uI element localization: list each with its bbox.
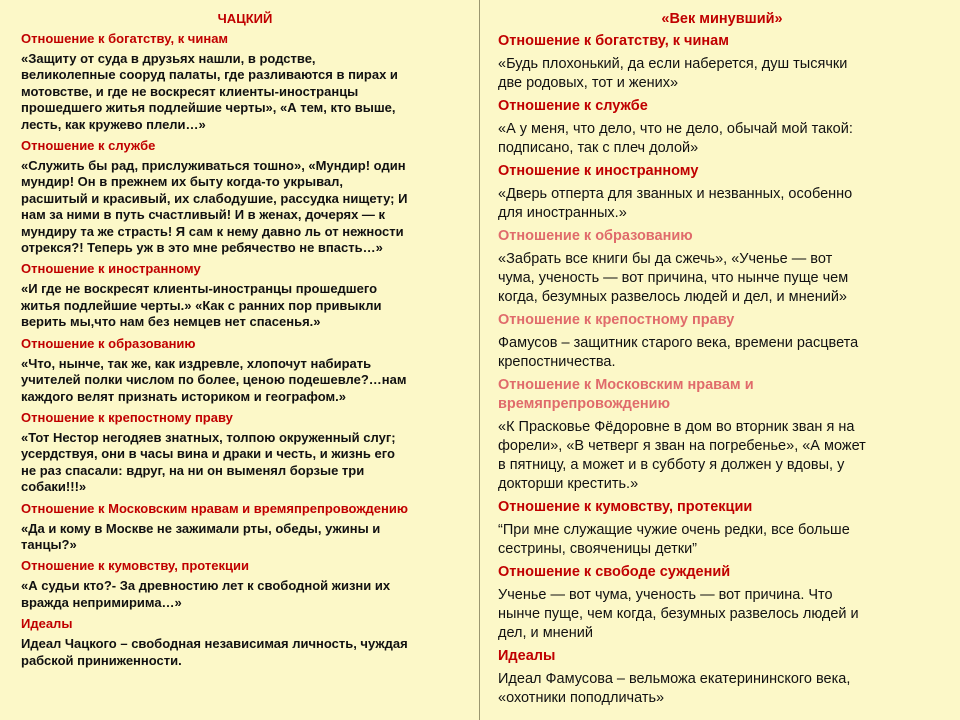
section-heading: Отношение к образованию xyxy=(498,228,693,244)
section-heading: Отношение к богатству, к чинам xyxy=(498,33,729,49)
section-text: Ученье — вот чума, ученость — вот причина. Что нынче пуще, чем когда, безумных развелось людей и дел, и мнений xyxy=(498,587,859,641)
section-text: «Будь плохонький, да если наберется, душ тысячки две родовых, тот и жених» xyxy=(498,56,848,91)
section-heading: Отношение к богатству, к чинам xyxy=(21,31,229,46)
chatsky-sections xyxy=(21,31,469,669)
column-title-chatsky: ЧАЦКИЙ xyxy=(217,11,273,26)
section-text: “При мне служащие чужие очень редки, все больше сестрины, свояченицы детки” xyxy=(498,522,850,557)
past-century-sections xyxy=(498,32,946,708)
section-heading: Отношение к крепостному праву xyxy=(21,409,233,425)
section-heading: Отношение к кумовству, протекции xyxy=(21,558,249,574)
past-century-column xyxy=(481,0,960,720)
section-heading: Идеалы xyxy=(498,648,556,664)
section-text: «А судьи кто?- За древностию лет к свободной жизни их вражда непримирима…» xyxy=(21,578,391,610)
section-heading: Отношение к Московским нравам и времяпрепровождению xyxy=(498,377,754,412)
section-text: «Да и кому в Москве не зажимали рты, обеды, ужины и танцы?» xyxy=(21,520,381,552)
section-heading: Идеалы xyxy=(21,616,73,632)
section-text: «И где не воскресят клиенты-иностранцы прошедшего житья подлейшие черты.» «Как с ранних пор привыкли верить мы,что нам без немцев нет спасенья.» xyxy=(21,281,382,330)
section-text: «Защиту от суда в друзьях нашли, в родстве, великолепные сооруд палаты, где разливаются в пирах и мотовстве, и где не воскресят клиенты-иностранцы прошедшего житья подлейшие черты», «А тем, кто выше, лесть, как кружево плели…» xyxy=(21,51,398,132)
section-text: «Тот Нестор негодяев знатных, толпою окруженный слуг; усердствуя, они в часы вина и драки и честь, и жизнь его не раз спасали: вдруг, на ни он выменял борзые три собаки!!!» xyxy=(21,429,396,495)
section-heading: Отношение к иностранному xyxy=(21,261,201,277)
section-heading: Отношение к кумовству, протекции xyxy=(498,499,753,515)
section-text: Идеал Чацкого – свободная независимая личность, чуждая рабской приниженности. xyxy=(21,636,408,668)
section-heading: Отношение к иностранному xyxy=(498,163,699,179)
section-heading: Отношение к службе xyxy=(498,98,648,114)
column-title-past-century: «Век минувший» xyxy=(661,11,783,27)
section-text: «Служить бы рад, прислуживаться тошно», «Мундир! один мундир! Он в прежнем их быту когда-то укрывал, расшитый и красивый, их слабодушие, рассудка нищету; И нам за ними в путь счастливый! И в женах, дочерях — к мундиру та же страсть! Я сам к нему давно ль от нежности отрекся?! Теперь уж в это мне ребячество не впасть…» xyxy=(21,158,408,256)
section-heading: Отношение к образованию xyxy=(21,335,196,351)
section-heading: Отношение к Московским нравам и времяпрепровождению xyxy=(21,500,408,516)
section-text: «Забрать все книги бы да сжечь», «Ученье — вот чума, ученость — вот причина, что нынче пуще чем когда, безумных развелось людей и дел, и мнений» xyxy=(498,251,849,305)
section-text: Идеал Фамусова – вельможа екатерининского века, «охотники поподличать» xyxy=(498,671,851,706)
section-text: «А у меня, что дело, что не дело, обычай мой такой: подписано, так с плеч долой» xyxy=(498,121,853,156)
section-text: «Что, нынче, так же, как издревле, хлопочут набирать учителей полки числом по более, ценою подешевле?…нам каждого велят признать историком и географом.» xyxy=(21,355,407,404)
section-text: Фамусов – защитник старого века, времени расцвета крепостничества. xyxy=(498,335,859,370)
section-heading: Отношение к службе xyxy=(21,138,156,154)
section-text: «Дверь отперта для званных и незванных, особенно для иностранных.» xyxy=(498,186,853,221)
section-heading: Отношение к свободе суждений xyxy=(498,564,731,580)
section-text: «К Прасковье Фёдоровне в дом во вторник зван я на форели», «В четверг я зван на погребенье», «А может в пятницу, а может и в субботу я должен у вдовы, у докторши крестить.» xyxy=(498,419,866,492)
section-heading: Отношение к крепостному праву xyxy=(498,312,735,328)
